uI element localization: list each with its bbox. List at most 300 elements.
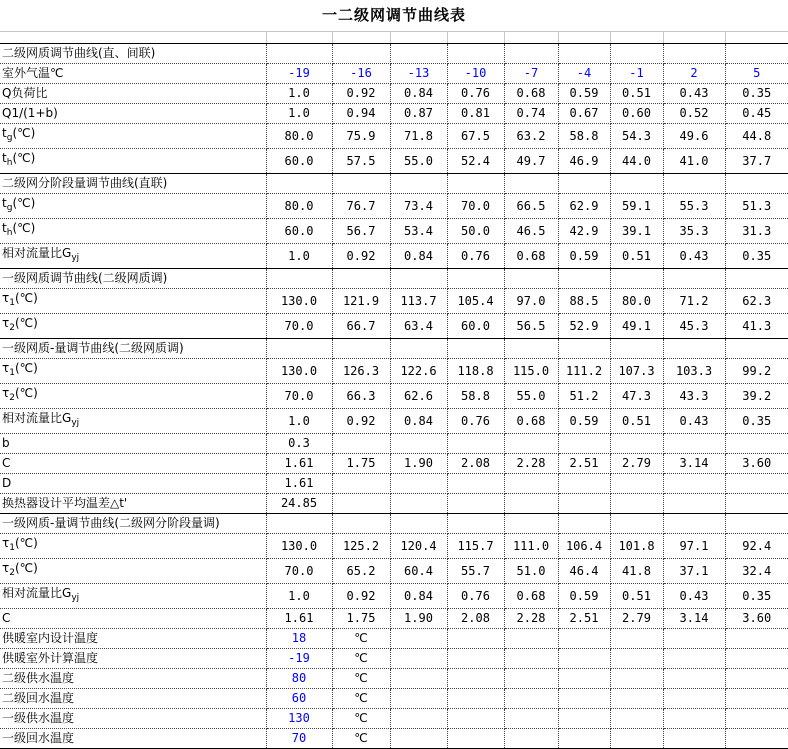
value-cell[interactable]: 3.14 — [663, 609, 725, 629]
value-cell[interactable]: 1.61 — [266, 609, 332, 629]
value-cell[interactable]: 3.14 — [663, 454, 725, 474]
row-label-cell[interactable] — [0, 629, 266, 649]
value-cell[interactable] — [447, 629, 504, 649]
value-cell[interactable] — [390, 339, 447, 359]
value-cell[interactable]: 113.7 — [390, 289, 447, 314]
value-cell[interactable]: 0.51 — [610, 409, 663, 434]
value-cell[interactable]: ℃ — [332, 649, 390, 669]
value-cell[interactable]: 51.3 — [725, 194, 788, 219]
value-cell[interactable]: 70 — [266, 729, 332, 749]
value-cell[interactable]: 41.0 — [663, 149, 725, 174]
value-cell[interactable]: 1.90 — [390, 454, 447, 474]
value-cell[interactable] — [610, 174, 663, 194]
value-cell[interactable]: 0.68 — [504, 244, 558, 269]
value-cell[interactable]: 1.61 — [266, 474, 332, 494]
value-cell[interactable]: 0.92 — [332, 244, 390, 269]
value-cell[interactable] — [332, 434, 390, 454]
value-cell[interactable] — [390, 669, 447, 689]
value-cell[interactable]: 126.3 — [332, 359, 390, 384]
value-cell[interactable] — [447, 44, 504, 64]
row-label-cell[interactable] — [0, 559, 266, 584]
value-cell[interactable]: 0.52 — [663, 104, 725, 124]
value-cell[interactable] — [663, 174, 725, 194]
row-label-cell[interactable] — [0, 709, 266, 729]
value-cell[interactable] — [610, 44, 663, 64]
value-cell[interactable]: 52.9 — [558, 314, 610, 339]
value-cell[interactable]: 0.51 — [610, 584, 663, 609]
value-cell[interactable]: 37.7 — [725, 149, 788, 174]
value-cell[interactable] — [504, 629, 558, 649]
value-cell[interactable]: 115.7 — [447, 534, 504, 559]
value-cell[interactable]: 35.3 — [663, 219, 725, 244]
row-label-cell[interactable] — [0, 124, 266, 149]
value-cell[interactable]: 71.8 — [390, 124, 447, 149]
value-cell[interactable]: 65.2 — [332, 559, 390, 584]
value-cell[interactable] — [266, 514, 332, 534]
value-cell[interactable]: 70.0 — [266, 384, 332, 409]
value-cell[interactable] — [558, 174, 610, 194]
value-cell[interactable]: 0.35 — [725, 84, 788, 104]
value-cell[interactable]: 0.45 — [725, 104, 788, 124]
value-cell[interactable]: ℃ — [332, 669, 390, 689]
value-cell[interactable]: -19 — [266, 64, 332, 84]
row-label-cell[interactable] — [0, 359, 266, 384]
value-cell[interactable]: 0.92 — [332, 584, 390, 609]
value-cell[interactable] — [725, 44, 788, 64]
value-cell[interactable]: 1.75 — [332, 609, 390, 629]
value-cell[interactable] — [447, 689, 504, 709]
value-cell[interactable]: 42.9 — [558, 219, 610, 244]
value-cell[interactable]: 55.0 — [504, 384, 558, 409]
row-label-cell[interactable] — [0, 149, 266, 174]
value-cell[interactable]: 2 — [663, 64, 725, 84]
value-cell[interactable]: 43.3 — [663, 384, 725, 409]
value-cell[interactable]: -4 — [558, 64, 610, 84]
value-cell[interactable] — [610, 514, 663, 534]
value-cell[interactable]: 0.59 — [558, 84, 610, 104]
value-cell[interactable] — [725, 709, 788, 729]
value-cell[interactable]: 0.43 — [663, 244, 725, 269]
value-cell[interactable]: 80 — [266, 669, 332, 689]
value-cell[interactable]: 107.3 — [610, 359, 663, 384]
value-cell[interactable]: 0.67 — [558, 104, 610, 124]
value-cell[interactable]: 41.8 — [610, 559, 663, 584]
value-cell[interactable] — [558, 474, 610, 494]
value-cell[interactable]: 2.51 — [558, 454, 610, 474]
value-cell[interactable]: 55.7 — [447, 559, 504, 584]
value-cell[interactable]: 0.94 — [332, 104, 390, 124]
row-label-cell[interactable] — [0, 534, 266, 559]
value-cell[interactable] — [663, 649, 725, 669]
value-cell[interactable] — [332, 514, 390, 534]
value-cell[interactable]: 80.0 — [266, 194, 332, 219]
value-cell[interactable] — [663, 689, 725, 709]
value-cell[interactable]: 0.87 — [390, 104, 447, 124]
value-cell[interactable]: 60.0 — [266, 219, 332, 244]
row-label-cell[interactable] — [0, 434, 266, 454]
value-cell[interactable]: 44.0 — [610, 149, 663, 174]
value-cell[interactable]: 49.1 — [610, 314, 663, 339]
row-label-cell[interactable] — [0, 64, 266, 84]
value-cell[interactable]: 58.8 — [447, 384, 504, 409]
value-cell[interactable]: -10 — [447, 64, 504, 84]
value-cell[interactable]: 0.68 — [504, 584, 558, 609]
value-cell[interactable] — [610, 669, 663, 689]
row-label-cell[interactable] — [0, 194, 266, 219]
value-cell[interactable]: 53.4 — [390, 219, 447, 244]
value-cell[interactable] — [725, 514, 788, 534]
value-cell[interactable]: 55.3 — [663, 194, 725, 219]
value-cell[interactable] — [725, 474, 788, 494]
value-cell[interactable] — [504, 494, 558, 514]
value-cell[interactable] — [390, 649, 447, 669]
value-cell[interactable]: 1.75 — [332, 454, 390, 474]
value-cell[interactable]: 2.08 — [447, 454, 504, 474]
row-label-cell[interactable] — [0, 314, 266, 339]
value-cell[interactable] — [504, 689, 558, 709]
value-cell[interactable] — [504, 339, 558, 359]
value-cell[interactable] — [558, 269, 610, 289]
value-cell[interactable]: 1.0 — [266, 104, 332, 124]
value-cell[interactable]: 60.0 — [266, 149, 332, 174]
value-cell[interactable]: 121.9 — [332, 289, 390, 314]
value-cell[interactable]: 0.74 — [504, 104, 558, 124]
value-cell[interactable]: 60.0 — [447, 314, 504, 339]
value-cell[interactable] — [558, 729, 610, 749]
value-cell[interactable]: -7 — [504, 64, 558, 84]
value-cell[interactable] — [504, 514, 558, 534]
value-cell[interactable] — [725, 629, 788, 649]
value-cell[interactable]: 111.0 — [504, 534, 558, 559]
row-label-cell[interactable] — [0, 219, 266, 244]
value-cell[interactable] — [610, 269, 663, 289]
value-cell[interactable]: ℃ — [332, 709, 390, 729]
value-cell[interactable]: 76.7 — [332, 194, 390, 219]
value-cell[interactable]: ℃ — [332, 729, 390, 749]
row-label-cell[interactable] — [0, 689, 266, 709]
value-cell[interactable] — [725, 729, 788, 749]
value-cell[interactable] — [266, 44, 332, 64]
value-cell[interactable]: 0.51 — [610, 84, 663, 104]
value-cell[interactable] — [663, 709, 725, 729]
value-cell[interactable]: 66.5 — [504, 194, 558, 219]
value-cell[interactable] — [332, 339, 390, 359]
value-cell[interactable] — [558, 339, 610, 359]
value-cell[interactable]: 130.0 — [266, 359, 332, 384]
value-cell[interactable] — [558, 434, 610, 454]
value-cell[interactable]: ℃ — [332, 629, 390, 649]
value-cell[interactable]: 31.3 — [725, 219, 788, 244]
value-cell[interactable]: 0.92 — [332, 409, 390, 434]
value-cell[interactable]: 46.4 — [558, 559, 610, 584]
value-cell[interactable]: -19 — [266, 649, 332, 669]
value-cell[interactable] — [266, 269, 332, 289]
value-cell[interactable]: 70.0 — [447, 194, 504, 219]
value-cell[interactable] — [390, 689, 447, 709]
value-cell[interactable] — [390, 494, 447, 514]
value-cell[interactable]: 0.35 — [725, 244, 788, 269]
value-cell[interactable]: 0.35 — [725, 584, 788, 609]
value-cell[interactable]: 103.3 — [663, 359, 725, 384]
row-label-cell[interactable] — [0, 474, 266, 494]
value-cell[interactable] — [610, 474, 663, 494]
value-cell[interactable] — [663, 514, 725, 534]
value-cell[interactable]: 66.7 — [332, 314, 390, 339]
value-cell[interactable]: 80.0 — [266, 124, 332, 149]
row-label-cell[interactable] — [0, 649, 266, 669]
value-cell[interactable]: 118.8 — [447, 359, 504, 384]
value-cell[interactable] — [332, 174, 390, 194]
value-cell[interactable] — [332, 474, 390, 494]
value-cell[interactable]: 2.79 — [610, 454, 663, 474]
value-cell[interactable] — [558, 514, 610, 534]
value-cell[interactable]: 0.35 — [725, 409, 788, 434]
value-cell[interactable] — [558, 44, 610, 64]
value-cell[interactable]: 105.4 — [447, 289, 504, 314]
value-cell[interactable] — [725, 339, 788, 359]
value-cell[interactable]: 46.9 — [558, 149, 610, 174]
row-label-cell[interactable] — [0, 384, 266, 409]
value-cell[interactable]: 0.76 — [447, 84, 504, 104]
row-label-cell[interactable] — [0, 729, 266, 749]
value-cell[interactable] — [610, 649, 663, 669]
value-cell[interactable]: 66.3 — [332, 384, 390, 409]
value-cell[interactable]: 18 — [266, 629, 332, 649]
value-cell[interactable]: 63.2 — [504, 124, 558, 149]
value-cell[interactable]: 67.5 — [447, 124, 504, 149]
value-cell[interactable] — [447, 709, 504, 729]
value-cell[interactable] — [390, 474, 447, 494]
value-cell[interactable]: 0.84 — [390, 409, 447, 434]
value-cell[interactable]: 51.2 — [558, 384, 610, 409]
value-cell[interactable] — [663, 629, 725, 649]
row-label-cell[interactable] — [0, 584, 266, 609]
value-cell[interactable] — [266, 339, 332, 359]
section-label-cell[interactable] — [0, 269, 266, 289]
value-cell[interactable]: -13 — [390, 64, 447, 84]
value-cell[interactable]: 60.4 — [390, 559, 447, 584]
value-cell[interactable]: 1.90 — [390, 609, 447, 629]
value-cell[interactable] — [663, 434, 725, 454]
value-cell[interactable]: 39.2 — [725, 384, 788, 409]
value-cell[interactable]: 57.5 — [332, 149, 390, 174]
value-cell[interactable]: 59.1 — [610, 194, 663, 219]
value-cell[interactable]: 0.51 — [610, 244, 663, 269]
value-cell[interactable] — [447, 494, 504, 514]
value-cell[interactable]: 1.0 — [266, 84, 332, 104]
value-cell[interactable] — [663, 669, 725, 689]
value-cell[interactable]: 2.28 — [504, 454, 558, 474]
value-cell[interactable]: 106.4 — [558, 534, 610, 559]
value-cell[interactable] — [558, 669, 610, 689]
row-label-cell[interactable] — [0, 454, 266, 474]
value-cell[interactable] — [390, 44, 447, 64]
value-cell[interactable] — [390, 709, 447, 729]
value-cell[interactable] — [447, 174, 504, 194]
value-cell[interactable] — [504, 649, 558, 669]
value-cell[interactable]: 0.84 — [390, 584, 447, 609]
row-label-cell[interactable] — [0, 289, 266, 314]
value-cell[interactable]: 2.79 — [610, 609, 663, 629]
value-cell[interactable]: 111.2 — [558, 359, 610, 384]
value-cell[interactable] — [504, 174, 558, 194]
row-label-cell[interactable] — [0, 409, 266, 434]
value-cell[interactable]: 47.3 — [610, 384, 663, 409]
value-cell[interactable] — [725, 434, 788, 454]
value-cell[interactable]: -1 — [610, 64, 663, 84]
value-cell[interactable]: 0.68 — [504, 84, 558, 104]
value-cell[interactable]: 5 — [725, 64, 788, 84]
value-cell[interactable]: 0.76 — [447, 409, 504, 434]
value-cell[interactable] — [725, 174, 788, 194]
value-cell[interactable]: 49.6 — [663, 124, 725, 149]
value-cell[interactable]: 58.8 — [558, 124, 610, 149]
value-cell[interactable]: 125.2 — [332, 534, 390, 559]
value-cell[interactable] — [610, 494, 663, 514]
row-label-cell[interactable] — [0, 669, 266, 689]
value-cell[interactable]: 0.84 — [390, 84, 447, 104]
value-cell[interactable] — [447, 474, 504, 494]
row-label-cell[interactable] — [0, 84, 266, 104]
value-cell[interactable] — [610, 709, 663, 729]
value-cell[interactable]: 2.28 — [504, 609, 558, 629]
value-cell[interactable]: 46.5 — [504, 219, 558, 244]
value-cell[interactable] — [558, 689, 610, 709]
value-cell[interactable] — [504, 729, 558, 749]
value-cell[interactable]: 80.0 — [610, 289, 663, 314]
value-cell[interactable]: 122.6 — [390, 359, 447, 384]
value-cell[interactable]: 0.43 — [663, 584, 725, 609]
value-cell[interactable] — [504, 669, 558, 689]
value-cell[interactable]: 92.4 — [725, 534, 788, 559]
value-cell[interactable]: 73.4 — [390, 194, 447, 219]
value-cell[interactable]: 24.85 — [266, 494, 332, 514]
value-cell[interactable] — [725, 649, 788, 669]
value-cell[interactable] — [558, 709, 610, 729]
value-cell[interactable]: 70.0 — [266, 314, 332, 339]
value-cell[interactable]: 101.8 — [610, 534, 663, 559]
value-cell[interactable] — [558, 649, 610, 669]
section-label-cell[interactable] — [0, 514, 266, 534]
value-cell[interactable]: 1.0 — [266, 409, 332, 434]
value-cell[interactable]: 62.3 — [725, 289, 788, 314]
value-cell[interactable]: 41.3 — [725, 314, 788, 339]
value-cell[interactable] — [558, 629, 610, 649]
value-cell[interactable] — [332, 44, 390, 64]
value-cell[interactable] — [610, 689, 663, 709]
value-cell[interactable] — [447, 649, 504, 669]
value-cell[interactable]: 54.3 — [610, 124, 663, 149]
value-cell[interactable]: 32.4 — [725, 559, 788, 584]
value-cell[interactable] — [390, 174, 447, 194]
value-cell[interactable] — [504, 474, 558, 494]
value-cell[interactable]: ℃ — [332, 689, 390, 709]
value-cell[interactable]: 52.4 — [447, 149, 504, 174]
value-cell[interactable]: 37.1 — [663, 559, 725, 584]
value-cell[interactable]: 0.43 — [663, 84, 725, 104]
value-cell[interactable] — [390, 629, 447, 649]
value-cell[interactable]: 0.76 — [447, 584, 504, 609]
value-cell[interactable] — [447, 669, 504, 689]
value-cell[interactable]: 75.9 — [332, 124, 390, 149]
value-cell[interactable] — [725, 689, 788, 709]
value-cell[interactable] — [725, 669, 788, 689]
value-cell[interactable]: 44.8 — [725, 124, 788, 149]
value-cell[interactable]: 97.1 — [663, 534, 725, 559]
value-cell[interactable]: 130 — [266, 709, 332, 729]
value-cell[interactable]: 3.60 — [725, 454, 788, 474]
value-cell[interactable] — [725, 494, 788, 514]
value-cell[interactable] — [663, 729, 725, 749]
value-cell[interactable]: 0.84 — [390, 244, 447, 269]
value-cell[interactable]: 60 — [266, 689, 332, 709]
value-cell[interactable]: 63.4 — [390, 314, 447, 339]
value-cell[interactable] — [390, 729, 447, 749]
value-cell[interactable]: 70.0 — [266, 559, 332, 584]
value-cell[interactable] — [447, 729, 504, 749]
value-cell[interactable]: 0.76 — [447, 244, 504, 269]
value-cell[interactable] — [504, 434, 558, 454]
value-cell[interactable] — [663, 339, 725, 359]
value-cell[interactable]: 0.3 — [266, 434, 332, 454]
value-cell[interactable]: 45.3 — [663, 314, 725, 339]
value-cell[interactable]: 62.6 — [390, 384, 447, 409]
value-cell[interactable]: 130.0 — [266, 534, 332, 559]
value-cell[interactable] — [663, 474, 725, 494]
value-cell[interactable]: 0.81 — [447, 104, 504, 124]
row-label-cell[interactable] — [0, 244, 266, 269]
value-cell[interactable]: 1.0 — [266, 244, 332, 269]
value-cell[interactable]: 0.68 — [504, 409, 558, 434]
value-cell[interactable] — [504, 269, 558, 289]
value-cell[interactable] — [447, 269, 504, 289]
value-cell[interactable] — [663, 269, 725, 289]
row-label-cell[interactable] — [0, 609, 266, 629]
value-cell[interactable]: 55.0 — [390, 149, 447, 174]
value-cell[interactable]: 130.0 — [266, 289, 332, 314]
value-cell[interactable]: 51.0 — [504, 559, 558, 584]
value-cell[interactable]: 50.0 — [447, 219, 504, 244]
value-cell[interactable] — [663, 44, 725, 64]
value-cell[interactable]: 0.92 — [332, 84, 390, 104]
value-cell[interactable] — [332, 269, 390, 289]
value-cell[interactable]: 56.5 — [504, 314, 558, 339]
value-cell[interactable] — [663, 494, 725, 514]
section-label-cell[interactable] — [0, 174, 266, 194]
value-cell[interactable]: -16 — [332, 64, 390, 84]
value-cell[interactable]: 97.0 — [504, 289, 558, 314]
value-cell[interactable]: 115.0 — [504, 359, 558, 384]
value-cell[interactable]: 88.5 — [558, 289, 610, 314]
value-cell[interactable]: 120.4 — [390, 534, 447, 559]
value-cell[interactable] — [504, 709, 558, 729]
value-cell[interactable]: 99.2 — [725, 359, 788, 384]
value-cell[interactable] — [725, 269, 788, 289]
value-cell[interactable]: 49.7 — [504, 149, 558, 174]
value-cell[interactable]: 71.2 — [663, 289, 725, 314]
value-cell[interactable]: 1.61 — [266, 454, 332, 474]
value-cell[interactable] — [332, 494, 390, 514]
value-cell[interactable] — [447, 514, 504, 534]
value-cell[interactable] — [610, 339, 663, 359]
value-cell[interactable] — [610, 434, 663, 454]
section-label-cell[interactable] — [0, 339, 266, 359]
value-cell[interactable]: 2.51 — [558, 609, 610, 629]
value-cell[interactable] — [558, 494, 610, 514]
value-cell[interactable]: 1.0 — [266, 584, 332, 609]
value-cell[interactable] — [447, 339, 504, 359]
value-cell[interactable]: 2.08 — [447, 609, 504, 629]
